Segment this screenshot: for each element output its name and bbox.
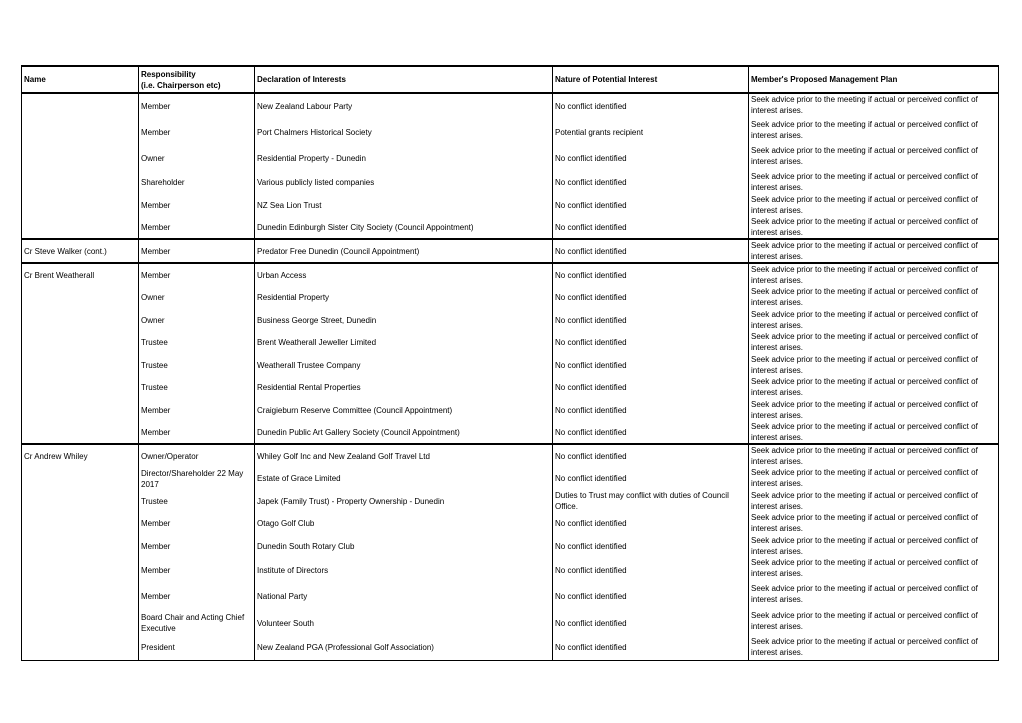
cell-declaration: Otago Golf Club xyxy=(255,512,553,535)
cell-responsibility: Member xyxy=(139,535,255,557)
table-row xyxy=(22,263,999,286)
cell-responsibility: Member xyxy=(139,557,255,583)
cell-declaration: Volunteer South xyxy=(255,610,553,636)
header-responsibility: Responsibility (i.e. Chairperson etc) xyxy=(139,66,255,93)
cell-name xyxy=(22,145,139,171)
cell-declaration: Weatherall Trustee Company xyxy=(255,354,553,376)
cell-declaration: Japek (Family Trust) - Property Ownership - Dunedin xyxy=(255,490,553,512)
cell-name: Cr Andrew Whiley xyxy=(22,444,139,467)
cell-nature: No conflict identified xyxy=(553,512,749,535)
cell-responsibility: Member xyxy=(139,93,255,119)
cell-nature: Duties to Trust may conflict with duties of Council Office. xyxy=(553,490,749,512)
cell-name xyxy=(22,171,139,194)
table-row xyxy=(22,610,999,636)
cell-name xyxy=(22,354,139,376)
cell-name xyxy=(22,583,139,610)
cell-management-plan: Seek advice prior to the meeting if actual or perceived conflict of interest arises. xyxy=(749,376,999,399)
cell-management-plan: Seek advice prior to the meeting if actual or perceived conflict of interest arises. xyxy=(749,263,999,286)
table-row xyxy=(22,145,999,171)
cell-responsibility: Board Chair and Acting Chief Executive xyxy=(139,610,255,636)
cell-management-plan: Seek advice prior to the meeting if actual or perceived conflict of interest arises. xyxy=(749,557,999,583)
cell-declaration: Residential Rental Properties xyxy=(255,376,553,399)
cell-nature: No conflict identified xyxy=(553,216,749,239)
cell-declaration: Brent Weatherall Jeweller Limited xyxy=(255,331,553,354)
cell-responsibility: Trustee xyxy=(139,354,255,376)
cell-responsibility: Owner xyxy=(139,145,255,171)
table-row xyxy=(22,512,999,535)
cell-declaration: Port Chalmers Historical Society xyxy=(255,119,553,145)
cell-responsibility: Member xyxy=(139,216,255,239)
cell-management-plan: Seek advice prior to the meeting if actual or perceived conflict of interest arises. xyxy=(749,490,999,512)
cell-responsibility: Member xyxy=(139,421,255,444)
cell-name xyxy=(22,194,139,216)
table-row xyxy=(22,636,999,660)
cell-name xyxy=(22,331,139,354)
cell-name xyxy=(22,490,139,512)
cell-responsibility: Shareholder xyxy=(139,171,255,194)
cell-name xyxy=(22,119,139,145)
register-of-interests-table xyxy=(21,65,999,661)
cell-declaration: Dunedin South Rotary Club xyxy=(255,535,553,557)
cell-declaration: Dunedin Edinburgh Sister City Society (Council Appointment) xyxy=(255,216,553,239)
cell-declaration: Various publicly listed companies xyxy=(255,171,553,194)
cell-declaration: Residential Property xyxy=(255,286,553,309)
cell-nature: No conflict identified xyxy=(553,376,749,399)
cell-responsibility: Trustee xyxy=(139,331,255,354)
cell-nature: No conflict identified xyxy=(553,286,749,309)
header-nature: Nature of Potential Interest xyxy=(553,66,749,93)
cell-responsibility: Member xyxy=(139,512,255,535)
table-row xyxy=(22,309,999,331)
cell-responsibility: President xyxy=(139,636,255,660)
cell-management-plan: Seek advice prior to the meeting if actual or perceived conflict of interest arises. xyxy=(749,331,999,354)
cell-nature: No conflict identified xyxy=(553,421,749,444)
table-row xyxy=(22,376,999,399)
cell-management-plan: Seek advice prior to the meeting if actual or perceived conflict of interest arises. xyxy=(749,467,999,490)
cell-name xyxy=(22,93,139,119)
table-row xyxy=(22,490,999,512)
cell-name xyxy=(22,309,139,331)
cell-nature: No conflict identified xyxy=(553,636,749,660)
cell-declaration: Business George Street, Dunedin xyxy=(255,309,553,331)
table-row xyxy=(22,399,999,421)
cell-management-plan: Seek advice prior to the meeting if actual or perceived conflict of interest arises. xyxy=(749,636,999,660)
cell-nature: No conflict identified xyxy=(553,444,749,467)
cell-responsibility: Owner xyxy=(139,309,255,331)
cell-management-plan: Seek advice prior to the meeting if actual or perceived conflict of interest arises. xyxy=(749,171,999,194)
cell-responsibility: Member xyxy=(139,399,255,421)
cell-nature: No conflict identified xyxy=(553,535,749,557)
cell-nature: No conflict identified xyxy=(553,194,749,216)
cell-name xyxy=(22,467,139,490)
cell-declaration: Urban Access xyxy=(255,263,553,286)
cell-management-plan: Seek advice prior to the meeting if actual or perceived conflict of interest arises. xyxy=(749,309,999,331)
cell-declaration: Dunedin Public Art Gallery Society (Council Appointment) xyxy=(255,421,553,444)
cell-responsibility: Member xyxy=(139,194,255,216)
table-row xyxy=(22,557,999,583)
cell-management-plan: Seek advice prior to the meeting if actual or perceived conflict of interest arises. xyxy=(749,145,999,171)
table-row xyxy=(22,194,999,216)
cell-name xyxy=(22,557,139,583)
cell-nature: No conflict identified xyxy=(553,331,749,354)
cell-nature: No conflict identified xyxy=(553,467,749,490)
cell-nature: Potential grants recipient xyxy=(553,119,749,145)
cell-responsibility: Owner/Operator xyxy=(139,444,255,467)
cell-name xyxy=(22,636,139,660)
table-body xyxy=(22,93,999,660)
cell-name xyxy=(22,421,139,444)
cell-declaration: Residential Property - Dunedin xyxy=(255,145,553,171)
cell-declaration: New Zealand Labour Party xyxy=(255,93,553,119)
cell-declaration: Predator Free Dunedin (Council Appointment) xyxy=(255,239,553,263)
table-row xyxy=(22,171,999,194)
header-management-plan: Member's Proposed Management Plan xyxy=(749,66,999,93)
cell-management-plan: Seek advice prior to the meeting if actual or perceived conflict of interest arises. xyxy=(749,421,999,444)
cell-declaration: Craigieburn Reserve Committee (Council Appointment) xyxy=(255,399,553,421)
cell-responsibility: Member xyxy=(139,119,255,145)
cell-management-plan: Seek advice prior to the meeting if actual or perceived conflict of interest arises. xyxy=(749,239,999,263)
table-row xyxy=(22,354,999,376)
table-row xyxy=(22,119,999,145)
table-row xyxy=(22,239,999,263)
header-name: Name xyxy=(22,66,139,93)
cell-responsibility: Owner xyxy=(139,286,255,309)
table-row xyxy=(22,216,999,239)
cell-nature: No conflict identified xyxy=(553,583,749,610)
cell-nature: No conflict identified xyxy=(553,557,749,583)
cell-name xyxy=(22,610,139,636)
cell-responsibility: Member xyxy=(139,263,255,286)
cell-management-plan: Seek advice prior to the meeting if actual or perceived conflict of interest arises. xyxy=(749,535,999,557)
cell-management-plan: Seek advice prior to the meeting if actual or perceived conflict of interest arises. xyxy=(749,354,999,376)
cell-responsibility: Member xyxy=(139,239,255,263)
cell-nature: No conflict identified xyxy=(553,263,749,286)
table-row xyxy=(22,444,999,467)
cell-nature: No conflict identified xyxy=(553,171,749,194)
cell-declaration: National Party xyxy=(255,583,553,610)
cell-declaration: Whiley Golf Inc and New Zealand Golf Travel Ltd xyxy=(255,444,553,467)
table-row xyxy=(22,331,999,354)
cell-nature: No conflict identified xyxy=(553,354,749,376)
cell-nature: No conflict identified xyxy=(553,309,749,331)
table-header-row xyxy=(22,66,999,93)
table-row xyxy=(22,286,999,309)
cell-name xyxy=(22,286,139,309)
cell-name xyxy=(22,535,139,557)
table-row xyxy=(22,583,999,610)
cell-name xyxy=(22,399,139,421)
cell-management-plan: Seek advice prior to the meeting if actual or perceived conflict of interest arises. xyxy=(749,93,999,119)
cell-management-plan: Seek advice prior to the meeting if actual or perceived conflict of interest arises. xyxy=(749,512,999,535)
cell-nature: No conflict identified xyxy=(553,93,749,119)
cell-declaration: Estate of Grace Limited xyxy=(255,467,553,490)
cell-responsibility: Trustee xyxy=(139,490,255,512)
cell-declaration: New Zealand PGA (Professional Golf Association) xyxy=(255,636,553,660)
cell-nature: No conflict identified xyxy=(553,239,749,263)
cell-management-plan: Seek advice prior to the meeting if actual or perceived conflict of interest arises. xyxy=(749,216,999,239)
cell-name: Cr Brent Weatherall xyxy=(22,263,139,286)
cell-name xyxy=(22,376,139,399)
cell-management-plan: Seek advice prior to the meeting if actual or perceived conflict of interest arises. xyxy=(749,583,999,610)
cell-management-plan: Seek advice prior to the meeting if actual or perceived conflict of interest arises. xyxy=(749,286,999,309)
table-row xyxy=(22,467,999,490)
table-row xyxy=(22,535,999,557)
cell-management-plan: Seek advice prior to the meeting if actual or perceived conflict of interest arises. xyxy=(749,444,999,467)
cell-nature: No conflict identified xyxy=(553,610,749,636)
table-row xyxy=(22,93,999,119)
cell-responsibility: Member xyxy=(139,583,255,610)
cell-name: Cr Steve Walker (cont.) xyxy=(22,239,139,263)
cell-management-plan: Seek advice prior to the meeting if actual or perceived conflict of interest arises. xyxy=(749,119,999,145)
cell-nature: No conflict identified xyxy=(553,145,749,171)
cell-management-plan: Seek advice prior to the meeting if actual or perceived conflict of interest arises. xyxy=(749,399,999,421)
cell-declaration: Institute of Directors xyxy=(255,557,553,583)
cell-management-plan: Seek advice prior to the meeting if actual or perceived conflict of interest arises. xyxy=(749,610,999,636)
table-row xyxy=(22,421,999,444)
cell-name xyxy=(22,216,139,239)
header-declaration: Declaration of Interests xyxy=(255,66,553,93)
cell-name xyxy=(22,512,139,535)
cell-nature: No conflict identified xyxy=(553,399,749,421)
cell-management-plan: Seek advice prior to the meeting if actual or perceived conflict of interest arises. xyxy=(749,194,999,216)
cell-responsibility: Trustee xyxy=(139,376,255,399)
cell-declaration: NZ Sea Lion Trust xyxy=(255,194,553,216)
cell-responsibility: Director/Shareholder 22 May 2017 xyxy=(139,467,255,490)
